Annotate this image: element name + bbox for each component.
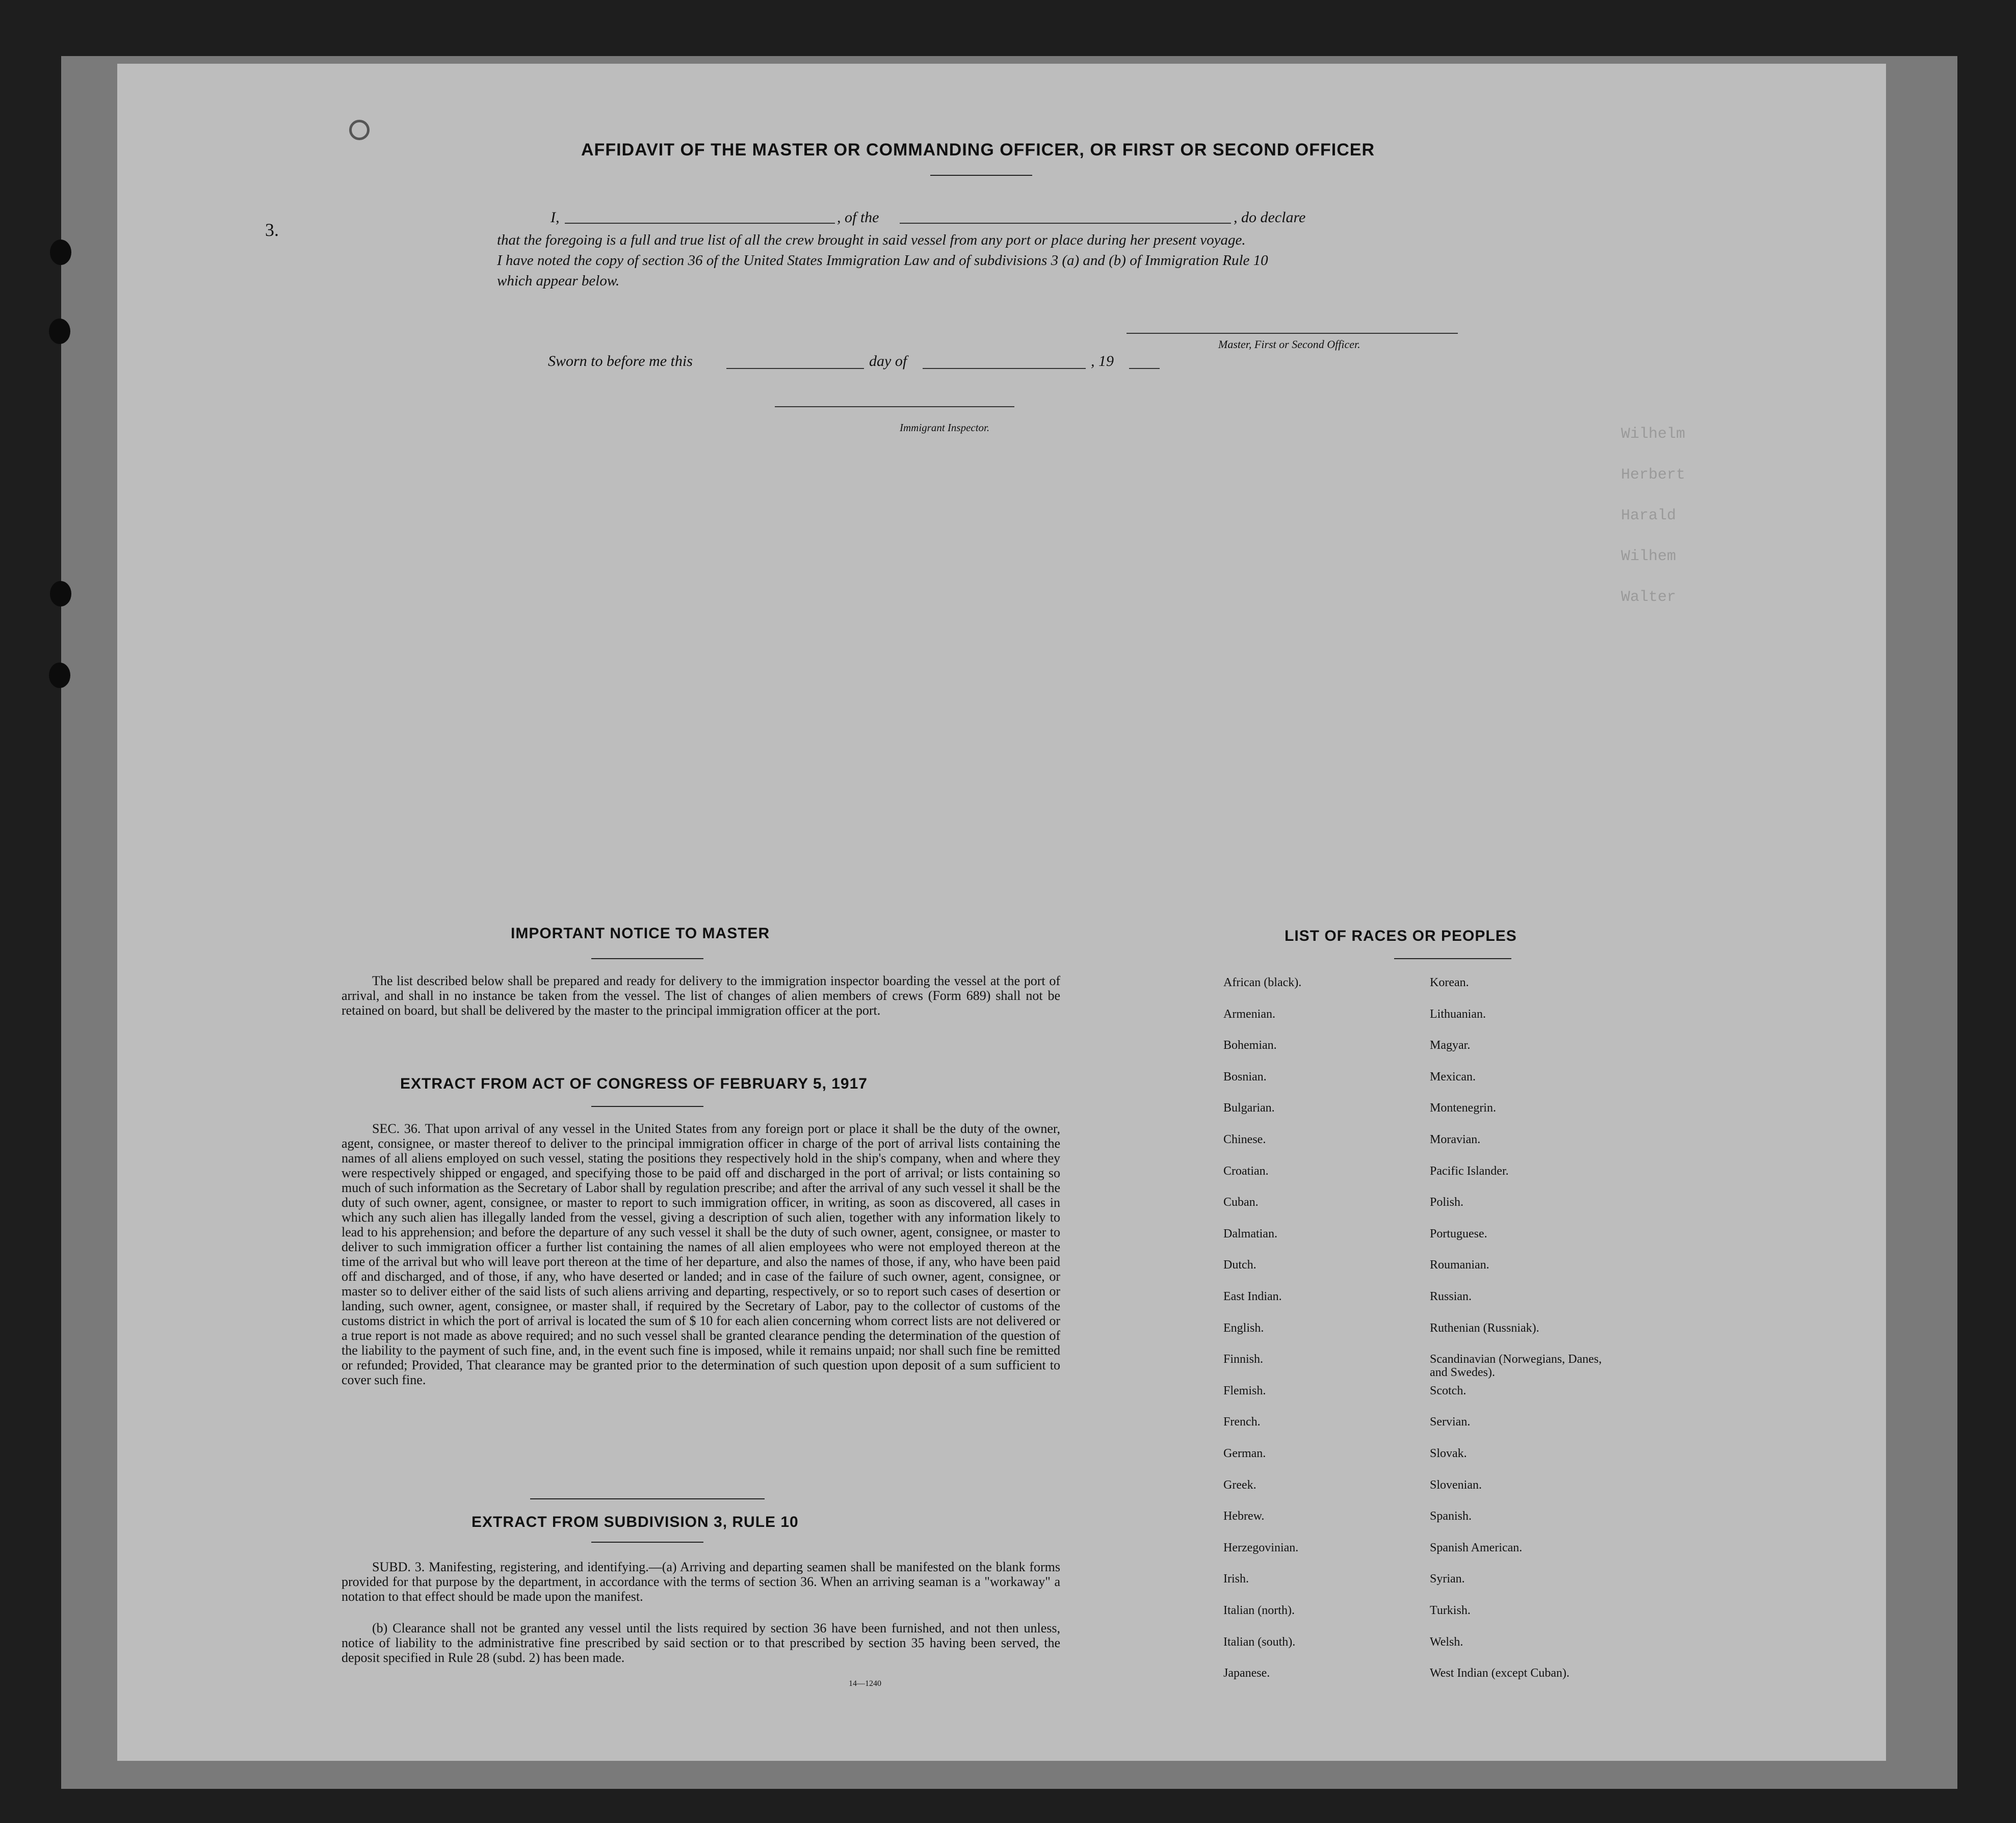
race-item: Bosnian. bbox=[1223, 1070, 1267, 1084]
bleed-through-text: Herbert bbox=[1621, 466, 1686, 484]
race-item: English. bbox=[1223, 1321, 1264, 1335]
month-blank bbox=[923, 368, 1086, 369]
race-item: East Indian. bbox=[1223, 1290, 1282, 1303]
year-text: , 19 bbox=[1091, 353, 1114, 369]
notice-rule bbox=[591, 958, 703, 959]
race-item: Flemish. bbox=[1223, 1384, 1266, 1397]
race-item: Polish. bbox=[1430, 1196, 1464, 1209]
race-item: Portuguese. bbox=[1430, 1227, 1487, 1240]
form-sheet bbox=[117, 64, 1886, 1761]
race-item: Croatian. bbox=[1223, 1164, 1269, 1178]
race-item: Welsh. bbox=[1430, 1635, 1463, 1649]
race-item: Spanish American. bbox=[1430, 1541, 1523, 1554]
race-item: Ruthenian (Russniak). bbox=[1430, 1321, 1539, 1335]
form-number: 14—1240 bbox=[849, 1679, 881, 1688]
race-item: Montenegrin. bbox=[1430, 1101, 1496, 1115]
race-item: Herzegovinian. bbox=[1223, 1541, 1299, 1554]
race-item: Armenian. bbox=[1223, 1007, 1275, 1021]
race-item: Hebrew. bbox=[1223, 1510, 1265, 1523]
race-item: Dalmatian. bbox=[1223, 1227, 1277, 1240]
race-item: Pacific Islander. bbox=[1430, 1164, 1509, 1178]
race-item: Russian. bbox=[1430, 1290, 1472, 1303]
affidavit-do-declare: , do declare bbox=[1234, 209, 1306, 226]
race-item: Dutch. bbox=[1223, 1258, 1256, 1272]
race-item: Scandinavian (Norwegians, Danes, and Swedes). bbox=[1430, 1353, 1602, 1380]
race-item: Spanish. bbox=[1430, 1510, 1472, 1523]
vessel-blank bbox=[900, 223, 1231, 224]
race-item: Bulgarian. bbox=[1223, 1101, 1275, 1115]
race-item: Japanese. bbox=[1223, 1667, 1270, 1680]
name-blank bbox=[565, 223, 835, 224]
race-item: Bohemian. bbox=[1223, 1039, 1277, 1052]
affidavit-line2: that the foregoing is a full and true list of all the crew brought in said vessel from any port or place during her present voyage. bbox=[497, 232, 1246, 248]
affidavit-title: AFFIDAVIT OF THE MASTER OR COMMANDING OFFICER, OR FIRST OR SECOND OFFICER bbox=[581, 140, 1375, 160]
race-item: Magyar. bbox=[1430, 1039, 1471, 1052]
race-item: Italian (south). bbox=[1223, 1635, 1296, 1649]
race-item: Syrian. bbox=[1430, 1572, 1465, 1586]
race-item: Mexican. bbox=[1430, 1070, 1476, 1084]
race-item: Slovenian. bbox=[1430, 1478, 1482, 1492]
race-item: Chinese. bbox=[1223, 1133, 1266, 1146]
rule10-rule bbox=[591, 1542, 703, 1543]
race-item: Greek. bbox=[1223, 1478, 1256, 1492]
race-item: Roumanian. bbox=[1430, 1258, 1489, 1272]
race-item: French. bbox=[1223, 1415, 1261, 1429]
binder-hole bbox=[49, 319, 70, 344]
inspector-line bbox=[775, 406, 1014, 407]
bleed-through-text: Walter bbox=[1621, 589, 1677, 606]
rule10-top-rule bbox=[530, 1498, 765, 1499]
race-item: Irish. bbox=[1223, 1572, 1249, 1586]
affidavit-line3: I have noted the copy of section 36 of the United States Immigration Law and of subdivisions 3 (a) and (b) of Immigration Rule 10 bbox=[497, 252, 1268, 269]
races-rule bbox=[1394, 958, 1511, 959]
binder-hole bbox=[50, 240, 71, 265]
inspector-label: Immigrant Inspector. bbox=[900, 421, 990, 434]
race-item: Lithuanian. bbox=[1430, 1007, 1486, 1021]
race-item: Moravian. bbox=[1430, 1133, 1481, 1146]
act-text: SEC. 36. That upon arrival of any vessel in the United States from any foreign port or place it shall be the duty of the owner, agent, consignee, or master thereof to deliver to the principal immigration officer in charge of the port of arrival lists containing the names of all aliens employed on such vessel, stating the positions they respectively hold in the ship's company, when and where they were respectively shipped or engaged, and specifying those to be paid off and discharged in the port of arrival; or lists containing so much of such information as the Secretary of Labor shall by regulation prescribe; and after the arrival of any such vessel it shall be the duty of such owner, agent, consignee, or master to report to such immigration officer, in writing, as soon as discovered, all cases in which any such alien has illegally landed from the vessel, giving a description of such alien, together with any information likely to lead to his apprehension; and before the departure of any such vessel it shall be the duty of such owner, agent, consignee, or master to deliver to such immigration officer a further list containing the names of all alien employees who were not employed thereon at the time of the arrival but who will leave port thereon at the time of her departure, and also the names of those, if any, who have been paid off and discharged, and of those, if any, who have deserted or landed; and in case of the failure of such owner, agent, consignee, or master so to deliver either of the said lists of such aliens arriving and departing, respectively, or so to report such cases of desertion or landing, such owner, agent, consignee, or master shall, if required by the Secretary of Labor, pay to the collector of customs of the customs district in which the port of arrival is located the sum of $ 10 for each alien concerning whom correct lists are not delivered or a true report is not made as above required; and no such vessel shall be granted clearance pending the determination of the question of the liability to the payment of such fine, and, in the event such fine is imposed, while it remains unpaid; nor shall such fine be remitted or refunded; Provided, That clearance may be granted prior to the determination of such question upon deposit of a sum sufficient to cover such fine. bbox=[342, 1121, 1060, 1387]
race-item: Scotch. bbox=[1430, 1384, 1467, 1397]
rule10-title: EXTRACT FROM SUBDIVISION 3, RULE 10 bbox=[472, 1514, 799, 1530]
races-title: LIST OF RACES OR PEOPLES bbox=[1285, 928, 1517, 944]
ring-mark bbox=[349, 120, 370, 140]
affidavit-of-the: , of the bbox=[837, 209, 879, 226]
signature-label: Master, First or Second Officer. bbox=[1218, 338, 1360, 351]
sworn-text: Sworn to before me this bbox=[548, 353, 693, 369]
year-blank bbox=[1129, 368, 1160, 369]
affidavit-line4: which appear below. bbox=[497, 273, 620, 289]
margin-note: 3. bbox=[265, 220, 279, 240]
act-title: EXTRACT FROM ACT OF CONGRESS OF FEBRUARY 5, 1917 bbox=[400, 1075, 868, 1092]
race-item: Cuban. bbox=[1223, 1196, 1259, 1209]
race-item: Italian (north). bbox=[1223, 1604, 1295, 1617]
bleed-through-text: Wilhelm bbox=[1621, 426, 1686, 443]
title-rule bbox=[930, 175, 1032, 176]
affidavit-i: I, bbox=[551, 209, 560, 226]
notice-title: IMPORTANT NOTICE TO MASTER bbox=[511, 925, 770, 942]
binder-hole bbox=[50, 581, 71, 606]
signature-line bbox=[1127, 333, 1458, 334]
day-of-text: day of bbox=[869, 353, 907, 369]
race-item: African (black). bbox=[1223, 976, 1302, 989]
rule10-text-b: (b) Clearance shall not be granted any vessel until the lists required by section 36 have been furnished, and not then unless, notice of liability to the administrative fine prescribed by said section or to that prescribed by section 35 having been served, the deposit specified in Rule 28 (subd. 2) has been made. bbox=[342, 1621, 1060, 1665]
race-item: Finnish. bbox=[1223, 1353, 1264, 1366]
race-item: West Indian (except Cuban). bbox=[1430, 1667, 1569, 1680]
race-item: Servian. bbox=[1430, 1415, 1471, 1429]
race-item: Korean. bbox=[1430, 976, 1469, 989]
race-item: Slovak. bbox=[1430, 1447, 1467, 1460]
binder-hole bbox=[49, 663, 70, 688]
act-rule bbox=[591, 1106, 703, 1107]
race-item: Turkish. bbox=[1430, 1604, 1471, 1617]
race-item: German. bbox=[1223, 1447, 1266, 1460]
bleed-through-text: Harald bbox=[1621, 507, 1677, 524]
notice-text: The list described below shall be prepared and ready for delivery to the immigration inspector boarding the vessel at the port of arrival, and shall in no instance be taken from the vessel. The list of changes of alien members of crews (Form 689) shall not be retained on board, but shall be delivered by the master to the principal immigration officer at the port. bbox=[342, 973, 1060, 1018]
day-blank bbox=[726, 368, 864, 369]
bleed-through-text: Wilhem bbox=[1621, 548, 1677, 565]
rule10-text-a: SUBD. 3. Manifesting, registering, and identifying.—(a) Arriving and departing seamen shall be manifested on the blank forms provided for that purpose by the department, in accordance with the terms of section 36. When an arriving seaman is a "workaway" a notation to that effect should be made upon the manifest. bbox=[342, 1560, 1060, 1604]
